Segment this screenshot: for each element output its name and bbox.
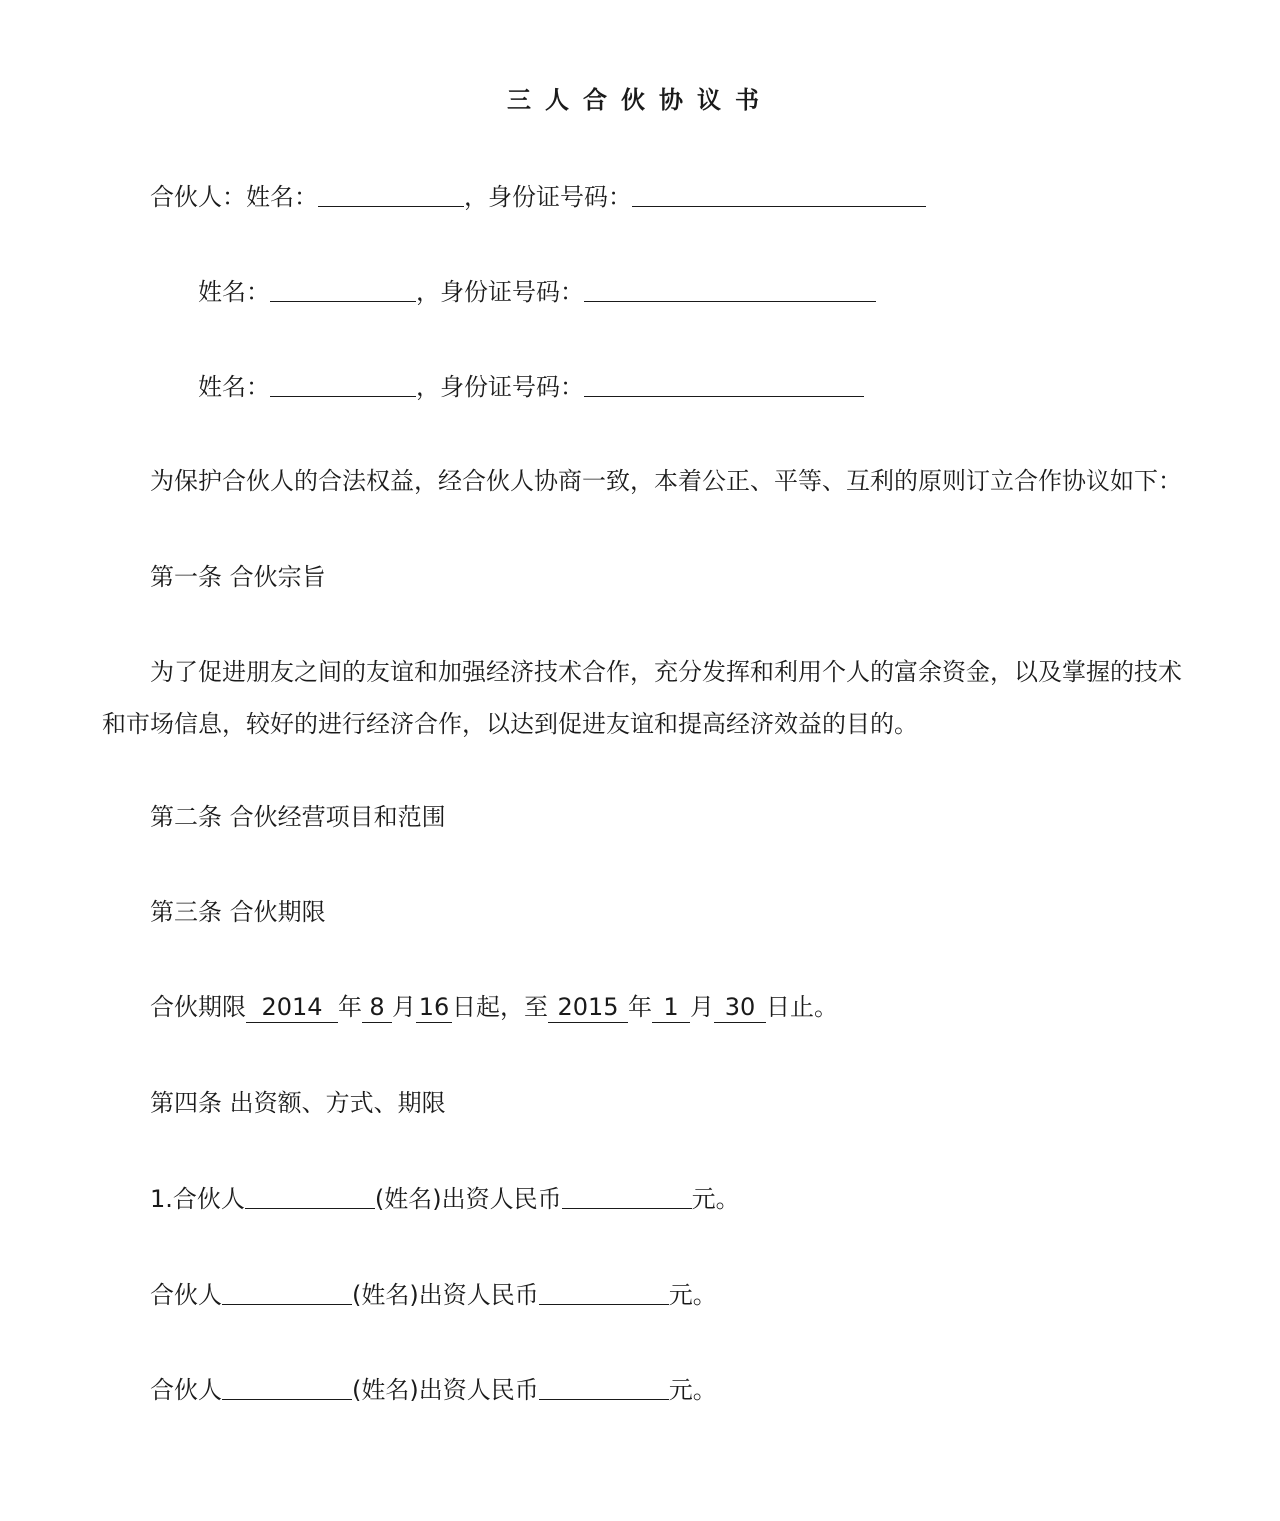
amount-blank[interactable] bbox=[562, 1182, 692, 1209]
end-suffix: 日止。 bbox=[766, 993, 838, 1021]
amount-blank[interactable] bbox=[539, 1373, 669, 1400]
article-3-heading: 第三条 合伙期限 bbox=[150, 898, 326, 926]
contribution-prefix: 合伙人 bbox=[150, 1281, 222, 1309]
end-day: 30 bbox=[714, 992, 766, 1023]
article-2-heading: 第二条 合伙经营项目和范围 bbox=[150, 803, 446, 831]
id-label: ，身份证号码： bbox=[464, 183, 632, 211]
start-year: 2014 bbox=[246, 992, 338, 1023]
contribution-mid: (姓名)出资人民币 bbox=[352, 1281, 539, 1309]
id-blank[interactable] bbox=[632, 180, 926, 207]
contribution-line-3 bbox=[150, 1373, 717, 1406]
month-label: 月 bbox=[392, 993, 416, 1021]
end-year: 2015 bbox=[548, 992, 628, 1023]
month-label: 月 bbox=[690, 993, 714, 1021]
name-label: 姓名： bbox=[198, 278, 270, 306]
article-1-heading: 第一条 合伙宗旨 bbox=[150, 563, 326, 591]
name-label: 姓名： bbox=[198, 373, 270, 401]
year-label: 年 bbox=[338, 993, 362, 1021]
document-title: 三人合伙协议书 bbox=[507, 86, 773, 114]
contribution-mid: (姓名)出资人民币 bbox=[352, 1376, 539, 1404]
contribution-prefix: 1.合伙人 bbox=[150, 1185, 245, 1213]
name-blank[interactable] bbox=[318, 180, 464, 207]
id-label: ，身份证号码： bbox=[416, 278, 584, 306]
article-4-heading: 第四条 出资额、方式、期限 bbox=[150, 1089, 446, 1117]
partner-name-blank[interactable] bbox=[245, 1182, 375, 1209]
partner-line-3 bbox=[198, 370, 864, 403]
partner-line-2 bbox=[198, 275, 876, 308]
start-day: 16 bbox=[416, 992, 452, 1023]
partner-label: 合伙人：姓名： bbox=[150, 183, 318, 211]
year-label: 年 bbox=[628, 993, 652, 1021]
id-blank[interactable] bbox=[584, 370, 864, 397]
contribution-suffix: 元。 bbox=[668, 1376, 717, 1404]
partner-name-blank[interactable] bbox=[222, 1278, 352, 1305]
contribution-line-1 bbox=[150, 1182, 740, 1215]
article-1-body: 为了促进朋友之间的友谊和加强经济技术合作，充分发挥和利用个人的富余资金，以及掌握的技术和市场信息，较好的进行经济合作，以达到促进友谊和提高经济效益的目的。 bbox=[102, 658, 1182, 738]
contribution-mid: (姓名)出资人民币 bbox=[374, 1185, 562, 1213]
term-prefix: 合伙期限 bbox=[150, 993, 246, 1021]
partner-name-blank[interactable] bbox=[222, 1373, 352, 1400]
start-suffix: 日起，至 bbox=[452, 993, 548, 1021]
contribution-suffix: 元。 bbox=[691, 1185, 740, 1213]
id-label: ，身份证号码： bbox=[416, 373, 584, 401]
id-blank[interactable] bbox=[584, 275, 876, 302]
term-line bbox=[150, 991, 838, 1023]
partner-line-1 bbox=[150, 180, 926, 213]
contribution-prefix: 合伙人 bbox=[150, 1376, 222, 1404]
name-blank[interactable] bbox=[270, 370, 416, 397]
contribution-line-2 bbox=[150, 1278, 717, 1311]
name-blank[interactable] bbox=[270, 275, 416, 302]
end-month: 1 bbox=[652, 992, 690, 1023]
intro-paragraph: 为保护合伙人的合法权益，经合伙人协商一致，本着公正、平等、互利的原则订立合作协议如下： bbox=[150, 467, 1182, 495]
contribution-suffix: 元。 bbox=[668, 1281, 717, 1309]
start-month: 8 bbox=[362, 992, 392, 1023]
amount-blank[interactable] bbox=[539, 1278, 669, 1305]
